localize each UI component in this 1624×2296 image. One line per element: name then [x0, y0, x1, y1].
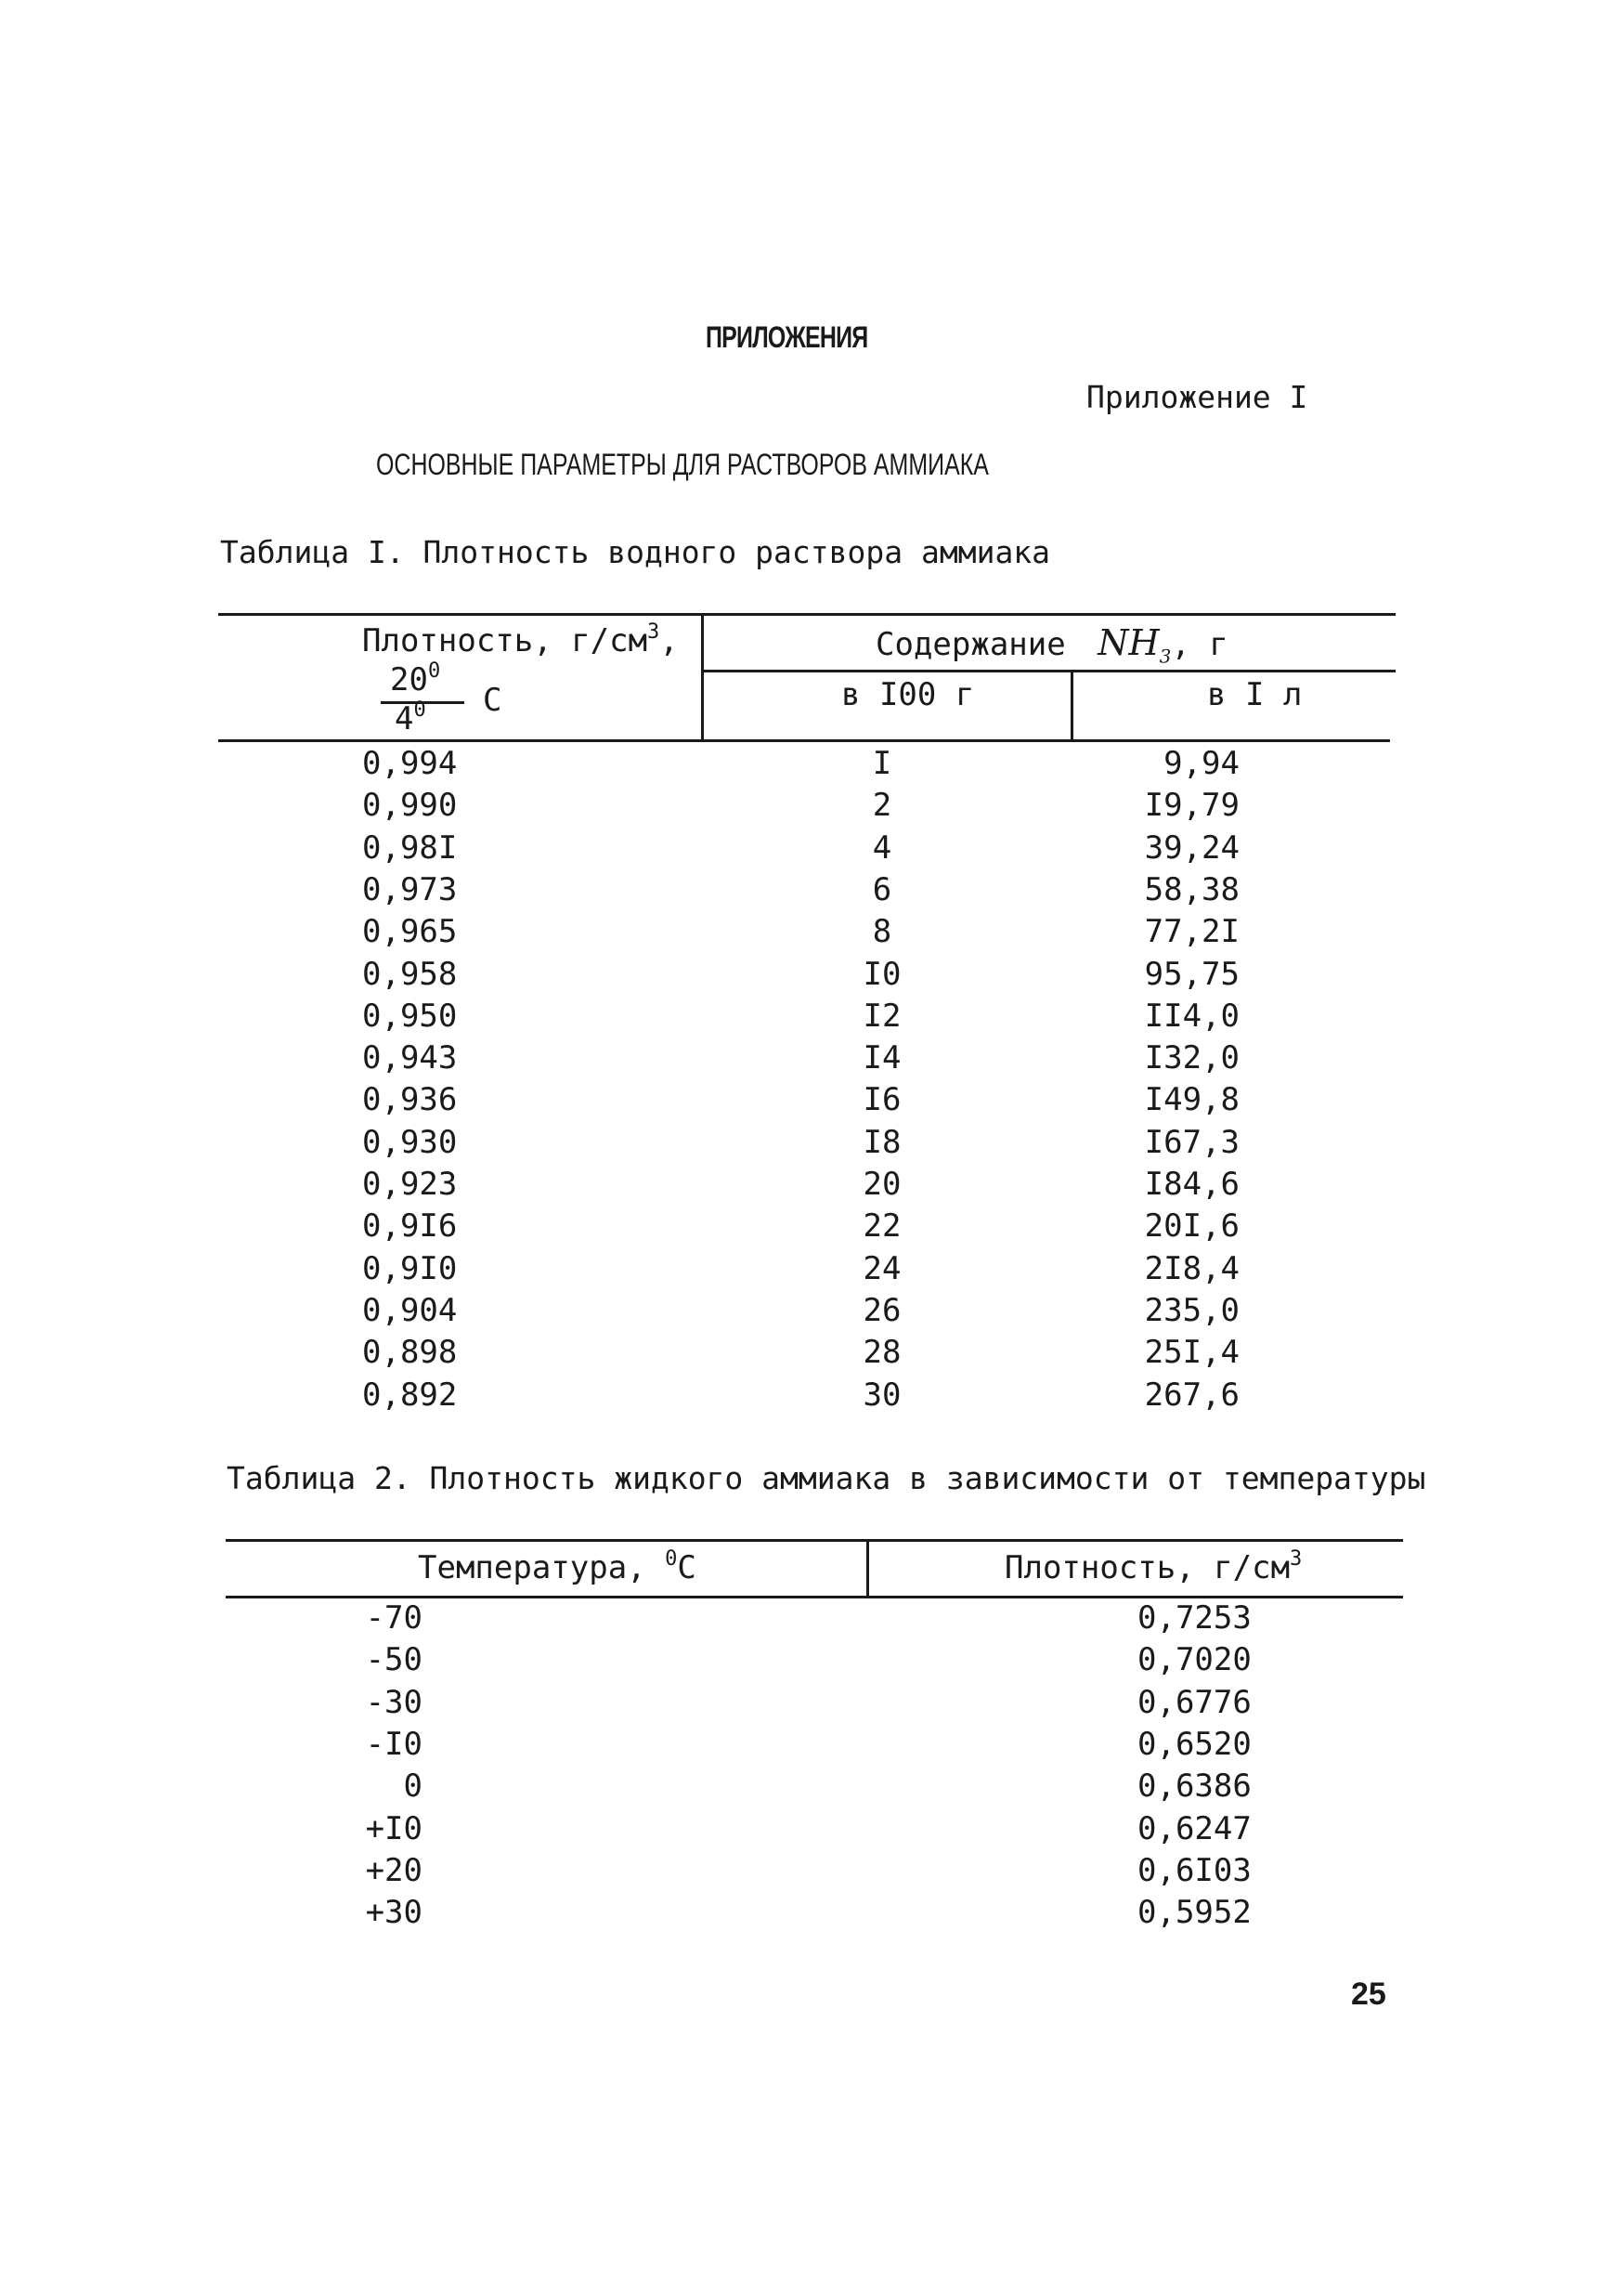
- table1-cell-density: 0,958: [362, 956, 458, 993]
- table1-sub-rule: [701, 670, 1396, 672]
- table1-cell-density: 0,9I0: [362, 1250, 458, 1287]
- table2-cell-temperature: +I0: [365, 1810, 422, 1847]
- table1-cell-per-1l: I9,79: [1144, 787, 1240, 824]
- table1-header-content: Содержание $NH_3$, г: [876, 622, 1228, 668]
- table1-cell-density: 0,965: [362, 913, 458, 950]
- table1-cell-per-100g: 22: [863, 1207, 902, 1245]
- table1-cell-per-1l: I84,6: [1144, 1166, 1240, 1203]
- table1-cell-per-1l: 39,24: [1144, 829, 1240, 867]
- table2-cell-density: 0,7253: [1137, 1599, 1252, 1637]
- table1-header-fraction-unit: C: [483, 682, 502, 719]
- page-heading: ПРИЛОЖЕНИЯ: [706, 320, 868, 354]
- table1-cell-per-100g: 24: [863, 1250, 902, 1287]
- table2-cell-temperature: -70: [365, 1599, 422, 1637]
- table1-cell-density: 0,98I: [362, 829, 458, 867]
- section-title: ОСНОВНЫЕ ПАРАМЕТРЫ ДЛЯ РАСТВОРОВ АММИАКА: [376, 448, 989, 481]
- table1-cell-density: 0,898: [362, 1334, 458, 1371]
- table1-header-density: Плотность, $г/см^3$,: [362, 620, 679, 659]
- table1-cell-per-1l: 235,0: [1144, 1292, 1240, 1329]
- page-number: 25: [1351, 1976, 1386, 2012]
- table2-cell-density: 0,6247: [1137, 1810, 1252, 1847]
- nh3-formula: $NH_3$: [1098, 622, 1172, 668]
- table1-caption: Таблица I. Плотность водного раствора аммиака: [220, 534, 1051, 570]
- table1-cell-density: 0,904: [362, 1292, 458, 1329]
- table1-top-rule: [218, 613, 1396, 616]
- table1-col-divider-1: [701, 613, 704, 741]
- table1-cell-density: 0,943: [362, 1039, 458, 1076]
- table1-cell-per-1l: I67,3: [1144, 1124, 1240, 1161]
- table1-cell-density: 0,923: [362, 1166, 458, 1203]
- table1-cell-per-1l: 267,6: [1144, 1376, 1240, 1414]
- table1-cell-per-100g: 8: [872, 913, 892, 950]
- table1-cell-per-100g: I: [872, 745, 892, 782]
- table2-cell-temperature: +20: [365, 1852, 422, 1889]
- table2-header-density: Плотность, $г/см^3$: [1005, 1547, 1303, 1586]
- table2-caption: Таблица 2. Плотность жидкого аммиака в зависимости от температуры: [227, 1460, 1426, 1496]
- table1-cell-per-1l: 58,38: [1144, 871, 1240, 908]
- table1-cell-per-100g: 26: [863, 1292, 902, 1329]
- table2-cell-density: 0,6I03: [1137, 1852, 1252, 1889]
- table2-cell-density: 0,6386: [1137, 1768, 1252, 1805]
- table2-cell-temperature: -50: [365, 1641, 422, 1678]
- table1-cell-per-100g: I6: [863, 1081, 902, 1118]
- appendix-label: Приложение I: [1086, 379, 1308, 415]
- table1-cell-per-1l: 95,75: [1144, 956, 1240, 993]
- table1-cell-per-1l: 9,94: [1163, 745, 1240, 782]
- table2-header-bottom-rule: [226, 1596, 1403, 1598]
- table1-cell-density: 0,9I6: [362, 1207, 458, 1245]
- table2-cell-temperature: +30: [365, 1894, 422, 1931]
- table1-cell-per-100g: I2: [863, 998, 902, 1035]
- table2-cell-temperature: 0: [403, 1768, 422, 1805]
- table2-cell-density: 0,6520: [1137, 1726, 1252, 1763]
- table1-cell-per-100g: I8: [863, 1124, 902, 1161]
- table1-cell-per-100g: 20: [863, 1166, 902, 1203]
- table1-cell-density: 0,990: [362, 787, 458, 824]
- table1-header-per-1l: в I л: [1207, 676, 1303, 713]
- table1-cell-density: 0,973: [362, 871, 458, 908]
- table1-header-bottom-rule: [218, 739, 1390, 742]
- table1-cell-per-1l: 2I8,4: [1144, 1250, 1240, 1287]
- table2-cell-temperature: -30: [365, 1684, 422, 1721]
- table1-cell-density: 0,936: [362, 1081, 458, 1118]
- table1-cell-per-100g: 30: [863, 1376, 902, 1414]
- table1-cell-per-1l: 20I,6: [1144, 1207, 1240, 1245]
- table1-cell-density: 0,994: [362, 745, 458, 782]
- table2-col-divider: [866, 1539, 869, 1598]
- table1-cell-density: 0,950: [362, 998, 458, 1035]
- table2-cell-density: 0,5952: [1137, 1894, 1252, 1931]
- table1-header-fraction-numerator: $20^0$: [390, 659, 441, 698]
- table2-top-rule: [226, 1539, 1403, 1542]
- table2-header-temperature: Температура, $^0$C: [418, 1547, 696, 1586]
- table1-header-per-100g: в I00 г: [841, 676, 975, 713]
- table1-cell-density: 0,930: [362, 1124, 458, 1161]
- table1-cell-per-100g: I4: [863, 1039, 902, 1076]
- table1-cell-per-100g: 6: [872, 871, 892, 908]
- table1-cell-per-1l: II4,0: [1144, 998, 1240, 1035]
- table1-cell-per-100g: I0: [863, 956, 902, 993]
- table2-cell-density: 0,6776: [1137, 1684, 1252, 1721]
- table1-cell-per-1l: 77,2I: [1144, 913, 1240, 950]
- table1-cell-per-100g: 2: [872, 787, 892, 824]
- table1-header-fraction-denominator: $4^0$: [395, 698, 426, 737]
- table2-cell-temperature: -I0: [365, 1726, 422, 1763]
- table1-cell-per-1l: 25I,4: [1144, 1334, 1240, 1371]
- table1-cell-per-1l: I32,0: [1144, 1039, 1240, 1076]
- table1-col-divider-2: [1071, 670, 1073, 741]
- table1-cell-per-100g: 4: [872, 829, 892, 867]
- table1-cell-per-100g: 28: [863, 1334, 902, 1371]
- table1-cell-density: 0,892: [362, 1376, 458, 1414]
- table2-cell-density: 0,7020: [1137, 1641, 1252, 1678]
- table1-cell-per-1l: I49,8: [1144, 1081, 1240, 1118]
